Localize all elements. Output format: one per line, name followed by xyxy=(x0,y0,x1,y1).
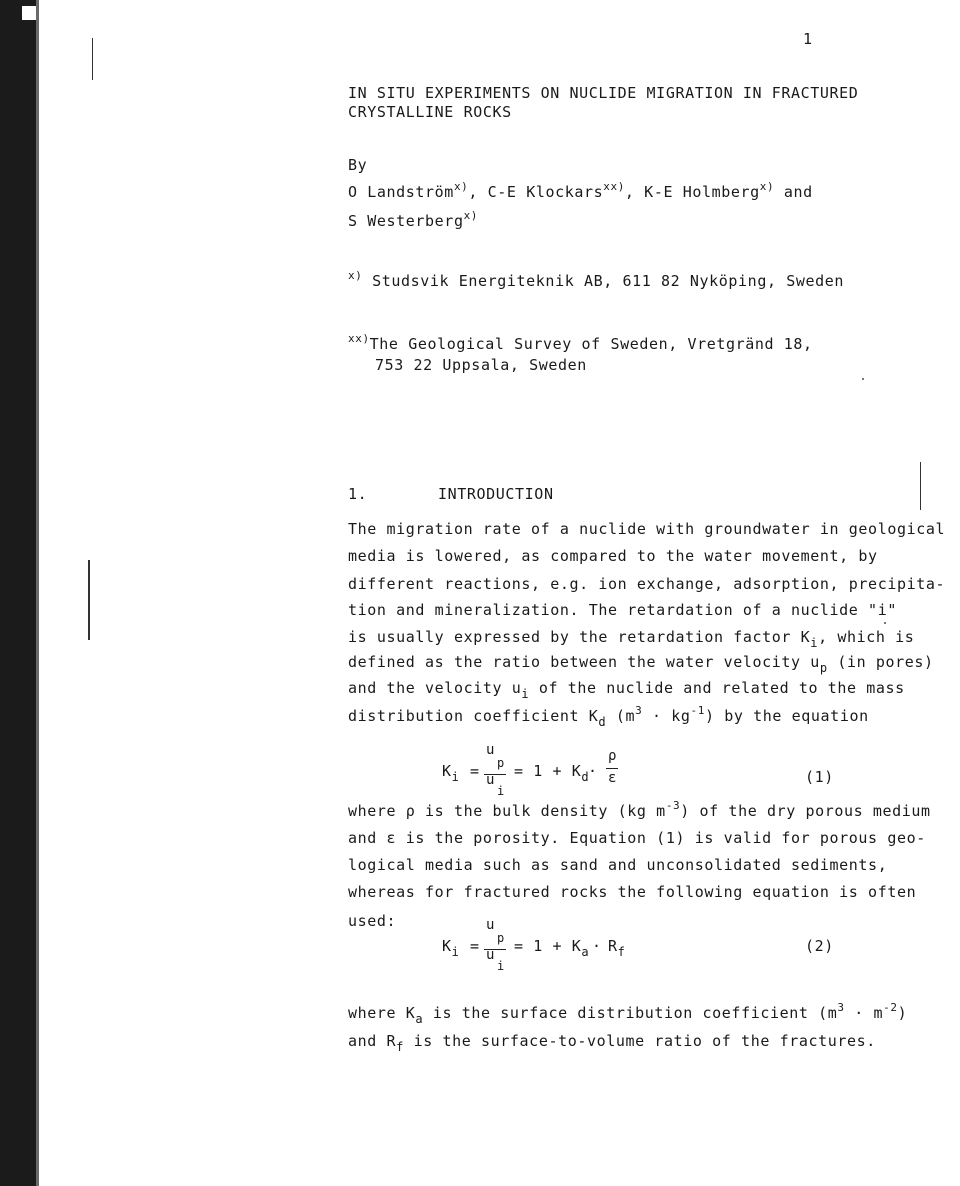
eq2-rhs: = $1 + K_a$ xyxy=(514,937,590,959)
scan-notch xyxy=(22,6,36,20)
body-line: distribution coefficient $K_d$ $(m^3 \cdot kg^{-1})$ by the equation xyxy=(348,704,869,729)
eq2-lhs: $K_i$ xyxy=(442,937,460,959)
eq1-rhs: = $1 + K_d$ xyxy=(514,762,590,784)
author-line-1: O Landström$^{x)}$, C-E Klockars$^{xx)}$, K-E Holmberg$^{x)}$ and xyxy=(348,180,813,201)
section-number: 1. xyxy=(348,485,368,503)
eq2-numerator: u xyxy=(486,917,495,933)
body-line: where ρ is the bulk density (kg $m^{-3}$) of the dry porous medium xyxy=(348,799,931,820)
scan-spine-edge xyxy=(36,0,39,1186)
affiliation-2-line-2: 753 22 Uppsala, Sweden xyxy=(375,356,587,374)
eq2-equals: = xyxy=(470,937,480,955)
body-line: and the velocity $u_i$ of the nuclide and related to the mass xyxy=(348,679,905,701)
eq2-denominator-sub: i xyxy=(497,959,505,973)
scan-dot xyxy=(862,378,864,380)
eq1-denominator: u xyxy=(486,772,495,788)
eq1-numerator-sub: p xyxy=(497,756,505,770)
eq2-rf: $R_f$ xyxy=(608,937,626,959)
eq2-label: (2) xyxy=(805,937,834,955)
body-line: and ε is the porosity. Equation (1) is valid for porous geo- xyxy=(348,829,926,847)
affiliation-1: $^{x)}$ Studsvik Energiteknik AB, 611 82 Nyköping, Sweden xyxy=(348,269,844,290)
body-line: and $R_f$ is the surface-to-volume ratio of the fractures. xyxy=(348,1032,876,1054)
eq1-rho: ρ xyxy=(608,748,617,764)
section-title: INTRODUCTION xyxy=(438,485,554,503)
title-line-1: IN SITU EXPERIMENTS ON NUCLIDE MIGRATION IN FRACTURED xyxy=(348,84,859,102)
page-number: 1 xyxy=(803,30,813,48)
by-label: By xyxy=(348,156,368,174)
body-line: The migration rate of a nuclide with groundwater in geological xyxy=(348,520,946,538)
body-line: whereas for fractured rocks the following equation is often xyxy=(348,883,917,901)
affiliation-2: $^{xx)}$The Geological Survey of Sweden, Vretgränd 18, xyxy=(348,332,813,353)
eq1-epsilon: ε xyxy=(608,770,617,786)
scan-mark xyxy=(92,38,93,80)
scan-mark xyxy=(88,560,90,640)
body-line: where $K_a$ is the surface distribution coefficient $(m^3 \cdot m^{-2})$ xyxy=(348,1001,908,1026)
eq1-label: (1) xyxy=(805,768,834,786)
eq1-numerator: u xyxy=(486,742,495,758)
eq1-lhs: $K_i$ xyxy=(442,762,460,784)
body-line: different reactions, e.g. ion exchange, adsorption, precipita- xyxy=(348,575,946,593)
eq1-rho-bar xyxy=(606,768,618,769)
eq1-dot: · xyxy=(588,762,598,780)
body-line: used: xyxy=(348,912,397,930)
eq2-numerator-sub: p xyxy=(497,931,505,945)
body-line: is usually expressed by the retardation factor $K_i$, which is xyxy=(348,628,915,650)
author-line-2: S Westerberg$^{x)}$ xyxy=(348,209,479,230)
title-line-2: CRYSTALLINE ROCKS xyxy=(348,103,512,121)
body-line: tion and mineralization. The retardation of a nuclide "i" xyxy=(348,601,897,619)
scan-mark xyxy=(920,462,921,510)
scan-spine xyxy=(0,0,36,1186)
body-line: logical media such as sand and unconsolidated sediments, xyxy=(348,856,888,874)
eq1-equals: = xyxy=(470,762,480,780)
body-line: defined as the ratio between the water velocity $u_p$ (in pores) xyxy=(348,653,934,675)
scan-dot xyxy=(884,622,886,624)
body-line: media is lowered, as compared to the water movement, by xyxy=(348,547,878,565)
eq2-dot: · xyxy=(592,937,602,955)
eq1-denominator-sub: i xyxy=(497,784,505,798)
eq2-denominator: u xyxy=(486,947,495,963)
